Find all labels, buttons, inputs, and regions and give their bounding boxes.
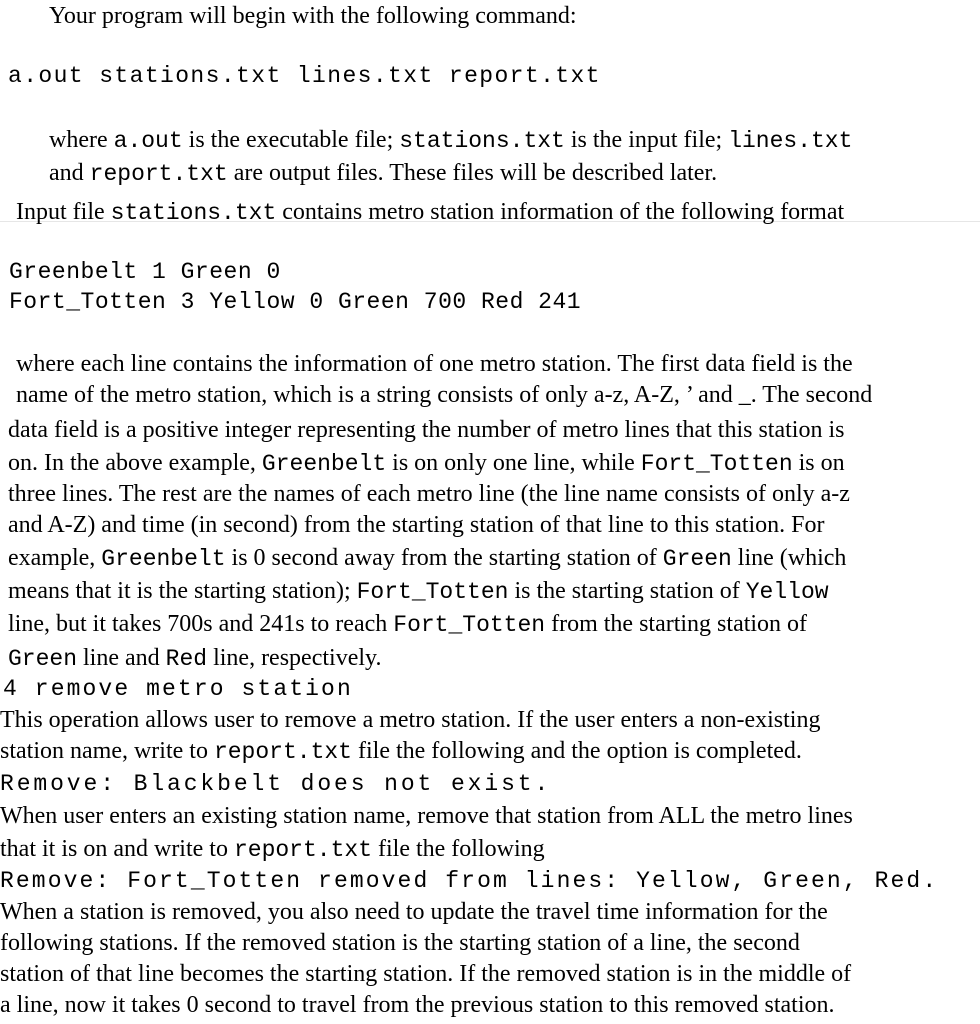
inline-code: Fort_Totten [640, 451, 793, 477]
output-example-line [0, 769, 551, 799]
doc-line [0, 801, 853, 831]
text-run: data field is a positive integer representing the number of metro lines that this station is [8, 417, 845, 443]
text-run: from the starting station of [545, 611, 808, 637]
inline-code: Fort_Totten [356, 579, 509, 605]
text-run: is 0 second away from the starting station of [225, 545, 663, 571]
inline-code: Remove: Blackbelt does not exist. [0, 771, 552, 797]
text-run: Your program will begin with the following command: [49, 3, 577, 29]
inline-code: Fort_Totten [393, 612, 546, 638]
text-run: on. In the above example, [8, 450, 262, 476]
text-run: is the input file; [564, 127, 729, 153]
doc-line [8, 510, 825, 540]
text-run: that it is on and write to [0, 836, 234, 862]
doc-line [8, 543, 846, 574]
text-run: name of the metro station, which is a string consists of only a-z, A-Z, ’ and _. The second [16, 382, 873, 408]
text-run: is the executable file; [182, 127, 400, 153]
doc-line [0, 990, 835, 1020]
text-run: is the starting station of [508, 578, 746, 604]
section-heading-remove [3, 674, 353, 704]
inline-code: Red [165, 646, 208, 672]
text-run: means that it is the starting station); [8, 578, 357, 604]
doc-line [0, 834, 545, 865]
text-run: When a station is removed, you also need to update the travel time information for the [0, 899, 828, 925]
command-code-line [8, 61, 601, 91]
text-run: and A-Z) and time (in second) from the starting station of that line to this station. For [8, 512, 825, 538]
text-run: line and [77, 645, 166, 671]
text-run: is on only one line, while [386, 450, 641, 476]
inline-code: Yellow [745, 579, 829, 605]
inline-code: report.txt [89, 161, 228, 187]
station-example-line [9, 257, 281, 287]
text-run: where [49, 127, 114, 153]
inline-code: stations.txt [399, 128, 565, 154]
doc-line [8, 448, 845, 479]
doc-line [49, 1, 577, 31]
output-example-line [0, 866, 938, 896]
text-run: following stations. If the removed station is the starting station of a line, the second [0, 930, 800, 956]
text-run: line, respectively. [207, 645, 382, 671]
inline-code: Greenbelt [101, 546, 226, 572]
doc-line [8, 643, 381, 674]
text-run: are output files. These files will be described later. [227, 160, 718, 186]
inline-code: lines.txt [728, 128, 853, 154]
doc-line [49, 125, 852, 156]
inline-code: report.txt [213, 739, 352, 765]
inline-code: Greenbelt 1 Green 0 [9, 259, 281, 285]
text-run: example, [8, 545, 102, 571]
inline-code: 4 remove metro station [3, 676, 353, 702]
doc-line [0, 897, 828, 927]
doc-line [8, 479, 850, 509]
text-run: This operation allows user to remove a metro station. If the user enters a non-existing [0, 707, 821, 733]
text-run: three lines. The rest are the names of each metro line (the line name consists of only a-z [8, 481, 850, 507]
text-run: station of that line becomes the starting station. If the removed station is in the middle of [0, 961, 852, 987]
doc-line [49, 158, 717, 189]
inline-code: stations.txt [110, 200, 277, 226]
inline-code: Green [662, 546, 732, 572]
text-run: is on [792, 450, 845, 476]
doc-line [0, 928, 800, 958]
text-run: line, but it takes 700s and 241s to reach [8, 611, 394, 637]
doc-line [8, 609, 807, 640]
text-run: file the following and the option is completed. [351, 738, 802, 764]
doc-line [8, 415, 844, 445]
text-run: Input file [16, 199, 111, 225]
inline-code: Remove: Fort_Totten removed from lines: Yellow, Green, Red. [0, 868, 939, 894]
text-run: station name, write to [0, 738, 214, 764]
inline-code: a.out stations.txt lines.txt report.txt [8, 63, 601, 89]
inline-code: Fort_Totten 3 Yellow 0 Green 700 Red 241 [9, 289, 582, 315]
text-run: a line, now it takes 0 second to travel from the previous station to this removed station. [0, 992, 835, 1018]
station-example-line [9, 287, 581, 317]
text-run: file the following [372, 836, 545, 862]
text-run: contains metro station information of the following format [276, 199, 845, 225]
inline-code: a.out [113, 128, 183, 154]
doc-line [0, 736, 802, 767]
inline-code: Greenbelt [261, 451, 387, 477]
text-run: where each line contains the information of one metro station. The first data field is the [16, 351, 853, 377]
inline-code: report.txt [233, 837, 372, 863]
doc-line [16, 197, 844, 228]
doc-line [0, 705, 820, 735]
doc-line [16, 349, 853, 379]
text-run: line (which [731, 545, 847, 571]
doc-line [8, 576, 829, 607]
doc-line [0, 959, 851, 989]
text-run: When user enters an existing station name, remove that station from ALL the metro lines [0, 803, 853, 829]
text-run: and [49, 160, 90, 186]
inline-code: Green [8, 646, 78, 672]
doc-line [16, 380, 872, 410]
